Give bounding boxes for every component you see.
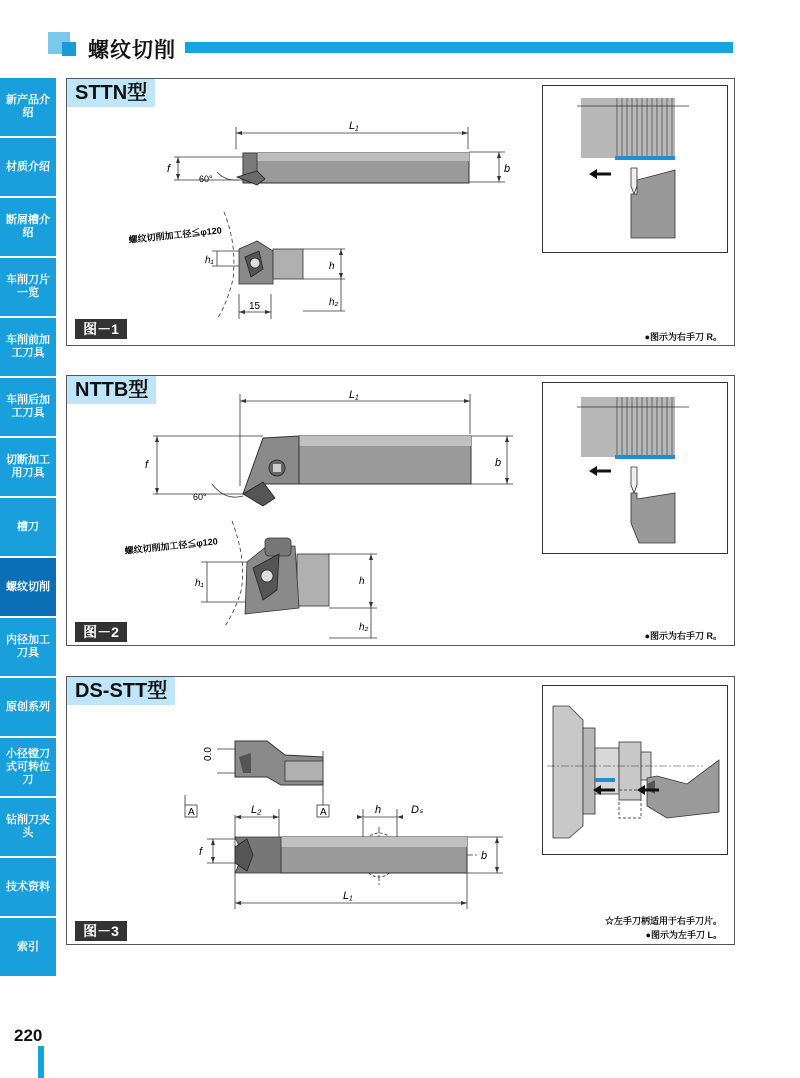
dim-h1: h₁ xyxy=(205,255,214,266)
sttn-inset-drawing xyxy=(543,86,727,252)
dim-angle: 60° xyxy=(193,492,207,502)
figure-note: ●图示为右手刀 R。 xyxy=(644,631,722,641)
figure-note-1: ☆左手刀柄适用于右手刀片。 xyxy=(604,916,722,926)
header-bar xyxy=(185,42,733,53)
sidebar-item-small-boring[interactable]: 小径镗刀式可转位刀 xyxy=(0,738,56,798)
sttn-drawing xyxy=(67,79,537,347)
diameter-note: 螺纹切削加工径≦φ120 xyxy=(128,225,223,245)
panel-nttb xyxy=(66,375,735,646)
page-number: 220 xyxy=(14,1026,43,1045)
page-title: 螺纹切削 xyxy=(88,39,176,62)
dim-zero: 0.0 xyxy=(203,747,214,761)
sidebar-item-grooving[interactable]: 槽刀 xyxy=(0,498,56,558)
figure-note: ●图示为右手刀 R。 xyxy=(644,332,722,342)
sttn-inset xyxy=(542,85,728,253)
dim-L2: L₂ xyxy=(251,804,262,816)
dim-L1: L₁ xyxy=(349,389,359,401)
sidebar-item-boring[interactable]: 内径加工刀具 xyxy=(0,618,56,678)
sidebar-item-threading[interactable]: 螺纹切削 xyxy=(0,558,56,618)
dim-b: b xyxy=(481,850,488,862)
sidebar-item-new-products[interactable]: 新产品介绍 xyxy=(0,78,56,138)
figure-label: 图－2 xyxy=(75,622,127,642)
dim-L1: L₁ xyxy=(343,890,353,902)
ds-stt-drawing xyxy=(67,677,537,946)
ds-stt-inset xyxy=(542,685,728,855)
dim-b: b xyxy=(495,457,502,469)
sidebar-item-index[interactable]: 索引 xyxy=(0,918,56,978)
dim-f: f xyxy=(145,459,149,471)
dim-angle: 60° xyxy=(199,174,213,184)
sidebar-item-technical[interactable]: 技术资料 xyxy=(0,858,56,918)
diameter-note: 螺纹切削加工径≦φ120 xyxy=(124,536,219,556)
nttb-drawing xyxy=(67,376,537,647)
sidebar-item-drill-chuck[interactable]: 钻削刀夹头 xyxy=(0,798,56,858)
dim-h: h xyxy=(359,576,365,587)
section-A-left: A xyxy=(188,807,195,818)
sidebar xyxy=(0,78,56,978)
panel-title: NTTB型 xyxy=(67,376,156,404)
panel-title: DS-STT型 xyxy=(67,677,175,705)
dim-f: f xyxy=(199,846,203,858)
figure-note-2: ●图示为左手刀 L。 xyxy=(645,930,722,940)
dim-h1: h₁ xyxy=(195,578,204,589)
panel-sttn xyxy=(66,78,735,346)
dim-h2: h₂ xyxy=(329,297,339,308)
sidebar-item-front-turning[interactable]: 车削前加工刀具 xyxy=(0,318,56,378)
panel-title: STTN型 xyxy=(67,79,155,107)
dim-b: b xyxy=(504,163,511,175)
nttb-inset xyxy=(542,382,728,554)
sidebar-item-chipbreakers[interactable]: 断屑槽介绍 xyxy=(0,198,56,258)
figure-label: 图－3 xyxy=(75,921,127,941)
panel-ds-stt xyxy=(66,676,735,945)
dim-h: h xyxy=(329,261,335,272)
dim-h2: h₂ xyxy=(359,622,369,633)
dim-h: h xyxy=(375,804,382,816)
sidebar-item-turning-inserts[interactable]: 车削刀片一览 xyxy=(0,258,56,318)
sidebar-item-grades[interactable]: 材质介绍 xyxy=(0,138,56,198)
dim-15: 15 xyxy=(249,301,261,312)
page-number-bar xyxy=(38,1046,44,1078)
sidebar-item-cutoff[interactable]: 切断加工用刀具 xyxy=(0,438,56,498)
figure-label: 图－1 xyxy=(75,319,127,339)
dim-f: f xyxy=(167,163,171,175)
nttb-inset-drawing xyxy=(543,383,727,553)
dim-Ds: Dₛ xyxy=(411,804,424,816)
section-A-right: A xyxy=(320,807,327,818)
sidebar-item-back-turning[interactable]: 车削后加工刀具 xyxy=(0,378,56,438)
ds-stt-inset-drawing xyxy=(543,686,727,854)
dim-L1: L₁ xyxy=(349,120,359,132)
header-square-dark xyxy=(62,42,76,56)
sidebar-item-original[interactable]: 原创系列 xyxy=(0,678,56,738)
